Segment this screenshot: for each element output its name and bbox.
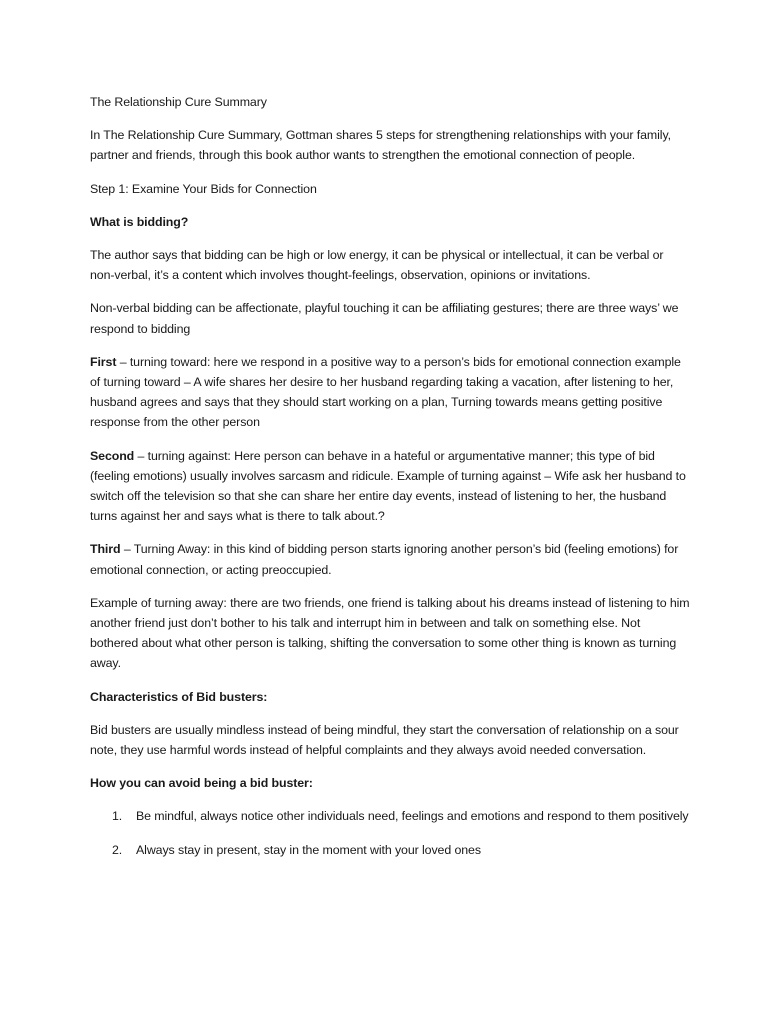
third-paragraph [90, 539, 690, 579]
list-item-text: Always stay in present, stay in the moment with your loved ones [136, 842, 481, 857]
characteristics-paragraph: Bid busters are usually mindless instead of being mindful, they start the conversation of relationship on a sour note, they use harmful words instead of helpful complaints and they always avoid needed conversation. [90, 722, 679, 758]
first-text: – turning toward: here we respond in a positive way to a person’s bids for emotional connection example of turning toward – A wife shares her desire to her husband regarding taking a vacation, after listening to her, husband agrees and says that they should start working on a plan, Turning towards means getting positive response from the other person [90, 354, 681, 430]
avoid-heading: How you can avoid being a bid buster: [90, 776, 313, 791]
document-page [90, 92, 690, 873]
second-text: – turning against: Here person can behave in a hateful or argumentative manner; this type of bid (feeling emotions) usually involves sarcasm and ridicule. Example of turning against – Wife ask her husband to switch off the television so that she can share her entire day events, instead of listening to her, the husband turns against her and says what is there to talk about.? [90, 448, 686, 524]
bidding-heading: What is bidding? [90, 214, 189, 229]
first-paragraph [90, 352, 690, 433]
third-label: Third [90, 542, 121, 557]
step1-heading: Step 1: Examine Your Bids for Connection [90, 181, 317, 196]
first-label: First [90, 354, 117, 369]
intro-paragraph: In The Relationship Cure Summary, Gottman shares 5 steps for strengthening relationships with your family, partner and friends, through this book author wants to strengthen the emotional connection of people. [90, 128, 671, 163]
list-item [90, 840, 690, 860]
example-away-paragraph: Example of turning away: there are two friends, one friend is talking about his dreams instead of listening to him another friend just don’t bother to his talk and interrupt him in between and talk on something else. Not bothered about what other person is talking, shifting the conversation to some other thing is known as turning away. [90, 595, 690, 671]
tips-list [90, 806, 690, 859]
list-item-text: Be mindful, always notice other individuals need, feelings and emotions and respond to them positively [136, 809, 689, 824]
second-paragraph [90, 446, 690, 527]
characteristics-heading: Characteristics of Bid busters: [90, 689, 268, 704]
doc-title: The Relationship Cure Summary [90, 95, 267, 109]
bidding-paragraph-1: The author says that bidding can be high or low energy, it can be physical or intellectual, it can be verbal or non-verbal, it’s a content which involves thought-feelings, observation, opinions or invitations. [90, 248, 664, 283]
list-item-number: 1. [112, 809, 123, 824]
list-item-number: 2. [112, 842, 123, 857]
third-text: – Turning Away: in this kind of bidding person starts ignoring another person’s bid (feeling emotions) for emotional connection, or acting preoccupied. [90, 542, 679, 577]
second-label: Second [90, 448, 135, 463]
bidding-paragraph-2: Non-verbal bidding can be affectionate, playful touching it can be affiliating gestures; there are three ways’ we respond to bidding [90, 301, 679, 336]
list-item [90, 806, 690, 826]
